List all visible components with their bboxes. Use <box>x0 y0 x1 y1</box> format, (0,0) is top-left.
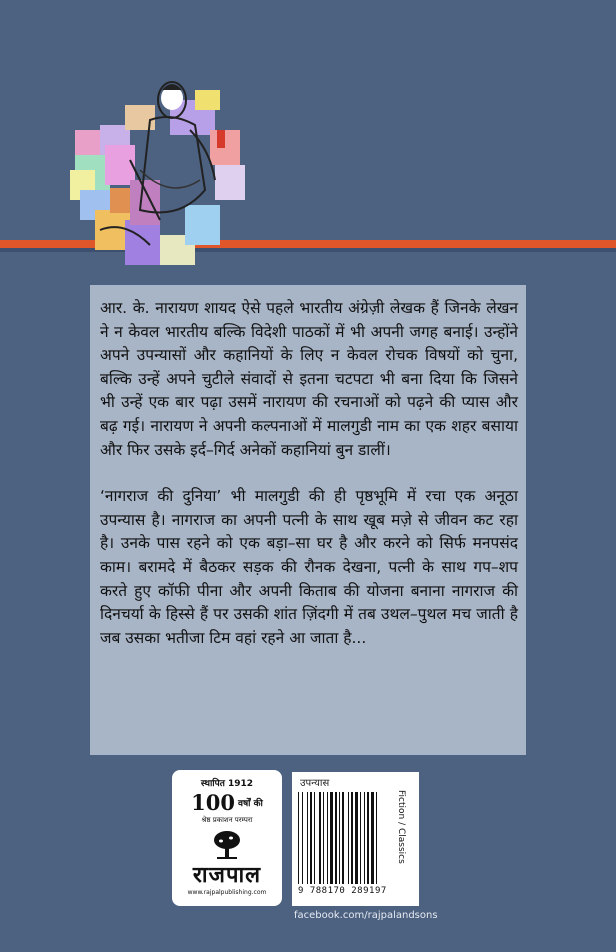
tree-logo-icon <box>211 829 243 859</box>
blurb-paragraph-1: आर. के. नारायण शायद ऐसे पहले भारतीय अंग्रेज़ी लेखक हैं जिनके लेखन ने न केवल भारतीय बल्कि विदेशी पाठकों में भी अपनी जगह बनाई। उन्होंने अपने उपन्यासों और कहानियों के लिए न केवल रोचक विषयों को चुना, बल्कि उन्हें अपने चुटीले संवादों से इतना चटपटा भी बना दिया कि जिसने भी उन्हें एक बार पढ़ा उसमें नारायण की रचनाओं को पढ़ने की प्यास और बढ़ गई। नारायण ने अपनी कल्पनाओं में मालगुडी नाम का एक शहर बसाया और फिर उसके इर्द–गिर्द अनेकों कहानियां बुन डालीं। <box>100 299 518 459</box>
publisher-url: www.rajpalpublishing.com <box>187 889 267 896</box>
years-number: 100 <box>191 790 235 815</box>
author-illustration <box>70 70 250 270</box>
blurb-paragraph-2: ‘नागराज की दुनिया’ भी मालगुडी की ही पृष्ठभूमि में रचा एक अनूठा उपन्यास है। नागराज का अपनी पत्नी के साथ खूब मज़े से जीवन कट रहा है। उनके पास रहने को एक बड़ा–सा घर है और करने को सिर्फ मनपसंद काम। बरामदे में बैठकर सड़क की रौनक देखना, पत्नी के साथ गप–शप करते हुए कॉफी पीना और अपनी किताब की योजना बनाना नागराज की दिनचर्या के हिस्से हैं पर उसकी शांत ज़िंदगी में तब उथल–पुथल मच जाती है जब उसका भतीजा टिम वहां रहने आ जाता है... <box>100 487 518 647</box>
genre-english: Fiction / Classics <box>396 790 406 864</box>
isbn-digits: 9 788170 289197 <box>298 886 387 896</box>
publisher-tagline: श्रेष्ठ प्रकाशन परम्परा <box>201 816 253 824</box>
centenary-line <box>172 790 282 815</box>
established-text: स्थापित 1912 <box>200 779 254 789</box>
publisher-logo-box <box>172 770 282 906</box>
genre-hindi: उपन्यास <box>300 778 330 789</box>
blurb-panel <box>90 285 526 755</box>
years-suffix: वर्षों की <box>237 799 263 809</box>
publisher-name: राजपाल <box>192 863 262 888</box>
barcode <box>298 792 390 884</box>
genre-barcode-box <box>292 772 419 906</box>
facebook-link[interactable]: facebook.com/rajpalandsons <box>294 910 438 921</box>
